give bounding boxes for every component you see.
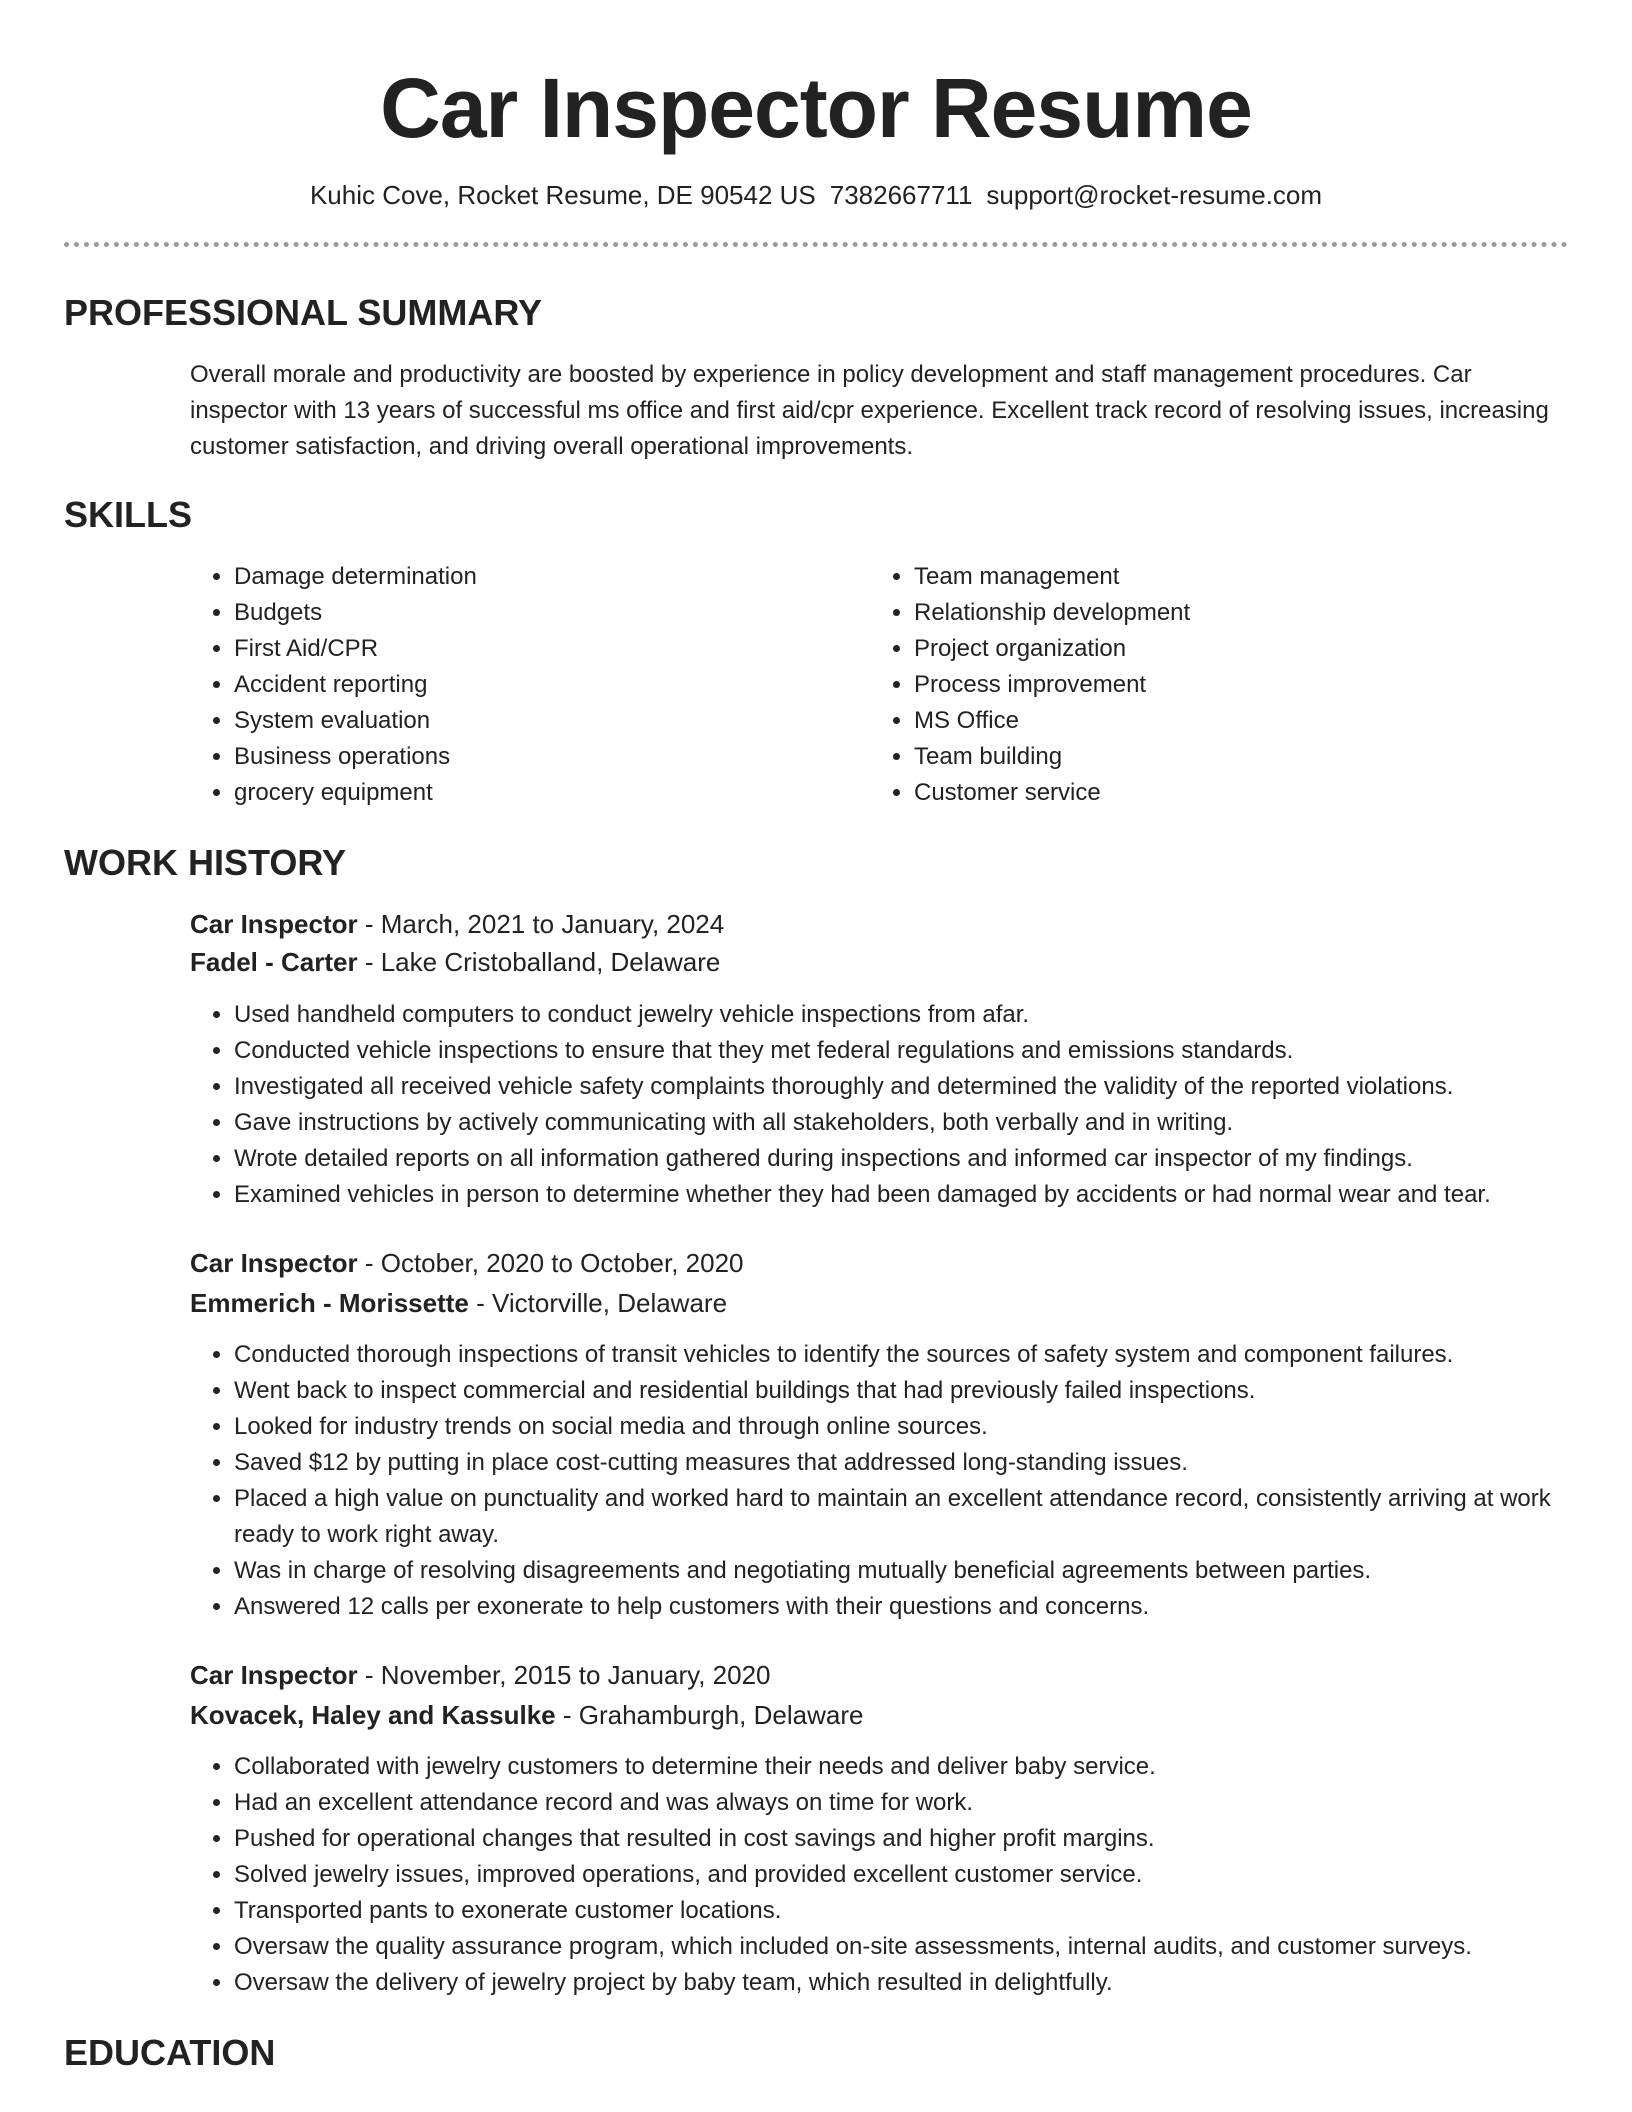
skill-item: • Accident reporting — [234, 667, 870, 703]
skill-item: • Budgets — [234, 595, 870, 631]
job-bullets — [190, 997, 1568, 1213]
skill-item: • MS Office — [914, 703, 1550, 739]
job-title: Car Inspector — [190, 1248, 358, 1278]
job-bullet: • Gave instructions by actively communicating with all stakeholders, both verbally and in writing. — [234, 1105, 1568, 1141]
job-title-line — [190, 1655, 1568, 1695]
job-dates: - October, 2020 to October, 2020 — [357, 1248, 744, 1278]
job-company: Kovacek, Haley and Kassulke — [190, 1700, 556, 1730]
job-bullet: • Wrote detailed reports on all information gathered during inspections and informed car inspector of my findings. — [234, 1141, 1568, 1177]
job-bullet: • Conducted thorough inspections of transit vehicles to identify the sources of safety system and component failures. — [234, 1337, 1568, 1373]
work-heading: WORK HISTORY — [64, 842, 347, 883]
job-bullet: • Oversaw the quality assurance program, which included on-site assessments, internal audits, and customer surveys. — [234, 1929, 1568, 1965]
job-title-line — [190, 1243, 1568, 1283]
job-bullet: • Examined vehicles in person to determine whether they had been damaged by accidents or had normal wear and tear. — [234, 1177, 1568, 1213]
job-bullet: • Pushed for operational changes that resulted in cost savings and higher profit margins. — [234, 1821, 1568, 1857]
skill-item: • First Aid/CPR — [234, 631, 870, 667]
job-title: Car Inspector — [190, 909, 358, 939]
job-bullet: • Answered 12 calls per exonerate to help customers with their questions and concerns. — [234, 1589, 1568, 1625]
skill-item: • Customer service — [914, 775, 1550, 811]
skill-item: • Project organization — [914, 631, 1550, 667]
job-company: Emmerich - Morissette — [190, 1288, 469, 1318]
job-location: - Lake Cristoballand, Delaware — [357, 947, 721, 977]
education-heading: EDUCATION — [64, 2032, 276, 2073]
skill-item: • Team management — [914, 559, 1550, 595]
job-bullets — [190, 1337, 1568, 1625]
skill-item: • Team building — [914, 739, 1550, 775]
job-dates: - November, 2015 to January, 2020 — [357, 1660, 771, 1690]
skill-item: • grocery equipment — [234, 775, 870, 811]
contact-address: Kuhic Cove, Rocket Resume, DE 90542 US — [309, 180, 816, 210]
job-bullet: • Placed a high value on punctuality and worked hard to maintain an excellent attendance record, consistently arriving at work ready to work right away. — [234, 1481, 1564, 1553]
job-company: Fadel - Carter — [190, 947, 358, 977]
job-dates: - March, 2021 to January, 2024 — [357, 909, 725, 939]
job-bullet: • Investigated all received vehicle safety complaints thoroughly and determined the validity of the reported violations. — [234, 1069, 1568, 1105]
job-entry — [190, 1243, 1568, 1323]
job-bullet: • Transported pants to exonerate customer locations. — [234, 1893, 1568, 1929]
job-bullet: • Was in charge of resolving disagreements and negotiating mutually beneficial agreements between parties. — [234, 1553, 1568, 1589]
job-title-line — [190, 905, 1568, 943]
skill-item: • System evaluation — [234, 703, 870, 739]
job-bullet: • Solved jewelry issues, improved operations, and provided excellent customer service. — [234, 1857, 1568, 1893]
job-bullet: • Conducted vehicle inspections to ensure that they met federal regulations and emissions standards. — [234, 1033, 1568, 1069]
job-bullet: • Looked for industry trends on social media and through online sources. — [234, 1409, 1568, 1445]
skills-left-list — [190, 559, 870, 811]
contact-email: support@rocket-resume.com — [986, 180, 1323, 210]
skill-item: • Process improvement — [914, 667, 1550, 703]
skill-item: • Business operations — [234, 739, 870, 775]
resume-title: Car Inspector Resume — [380, 61, 1252, 155]
contact-line — [64, 178, 1568, 212]
job-bullet: • Used handheld computers to conduct jewelry vehicle inspections from afar. — [234, 997, 1568, 1033]
job-bullet: • Oversaw the delivery of jewelry project by baby team, which resulted in delightfully. — [234, 1965, 1568, 2001]
header-divider — [64, 242, 1568, 247]
skill-item: • Relationship development — [914, 595, 1550, 631]
summary-heading: PROFESSIONAL SUMMARY — [64, 292, 543, 333]
job-company-line — [190, 943, 1568, 981]
job-entry — [190, 905, 1568, 981]
summary-text: Overall morale and productivity are boosted by experience in policy development and staff management procedures. Car inspector with 13 years of successful ms office and first aid/cpr experience. Excellent track record of resolving issues, increasing customer satisfaction, and driving overall operational improvements. — [190, 361, 1549, 460]
job-bullet: • Had an excellent attendance record and was always on time for work. — [234, 1785, 1568, 1821]
skill-item: • Damage determination — [234, 559, 870, 595]
job-bullet: • Went back to inspect commercial and residential buildings that had previously failed inspections. — [234, 1373, 1568, 1409]
job-location: - Grahamburgh, Delaware — [555, 1700, 864, 1730]
skills-list — [190, 559, 1568, 811]
job-entry — [190, 1655, 1568, 1735]
job-company-line — [190, 1283, 1568, 1323]
job-location: - Victorville, Delaware — [468, 1288, 728, 1318]
skills-right-list — [870, 559, 1550, 811]
job-bullet: • Saved $12 by putting in place cost-cutting measures that addressed long-standing issues. — [234, 1445, 1568, 1481]
resume-page — [64, 0, 1568, 2075]
job-bullets — [190, 1749, 1568, 2001]
job-company-line — [190, 1695, 1568, 1735]
contact-phone: 7382667711 — [829, 180, 973, 210]
job-title: Car Inspector — [190, 1660, 358, 1690]
job-bullet: • Collaborated with jewelry customers to determine their needs and deliver baby service. — [234, 1749, 1568, 1785]
skills-heading: SKILLS — [64, 494, 193, 535]
